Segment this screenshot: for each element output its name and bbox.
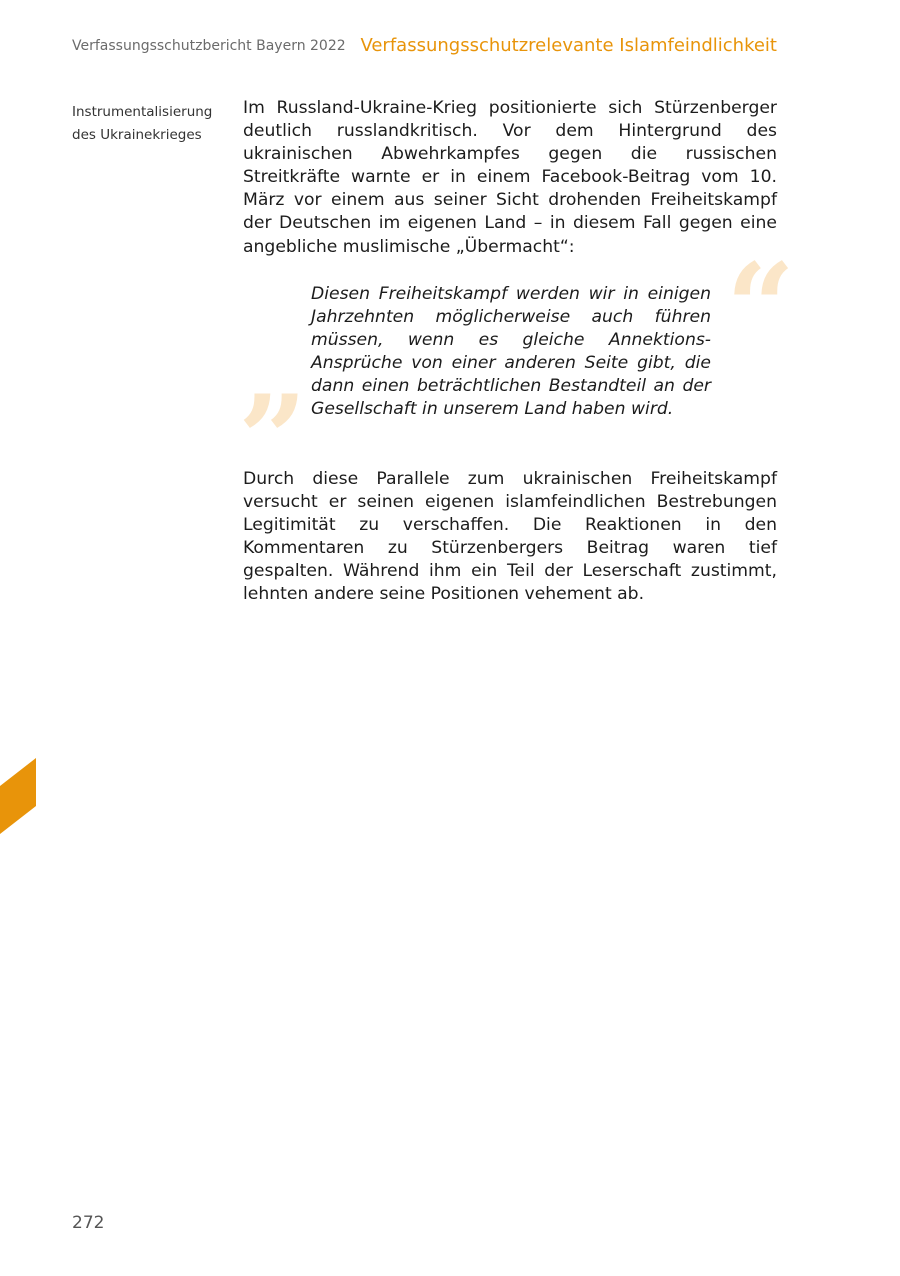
body-paragraph-2: Durch diese Parallele zum ukrainischen Freiheitskampf versucht er seinen eigenen islamfeindlichen Bestrebungen Legitimität zu verschaffen. Die Reaktionen in den Kommentaren zu Stürzenbergers Beitrag waren tief gespalten. Während ihm ein Teil der Leserschaft zustimmt, lehnten andere seine Positionen vehement ab. <box>243 469 777 605</box>
margin-note-line-2: des Ukrainekrieges <box>72 127 202 143</box>
closing-quote-mark-icon: ” <box>238 369 308 510</box>
body-paragraph-1: Im Russland-Ukraine-Krieg positionierte sich Stürzenberger deutlich russlandkritisch. Vor dem Hintergrund des ukrainischen Abwehrkampfes gegen die russischen Streitkräfte warnte er in einem Facebook-Beitrag vom 10. März vor einem aus seiner Sicht drohenden Freiheitskampf der Deutschen im eigenen Land – in diesem Fall gegen eine angebliche muslimische „Übermacht“: <box>243 98 777 257</box>
block-quote: Diesen Freiheitskampf werden wir in einigen Jahrzehnten möglicherweise auch führen müssen, wenn es gleiche Annektions-Ansprüche von einer anderen Seite gibt, die dann einen beträchtlichen Bestandteil an der Gesellschaft in unserem Land haben wird. <box>311 284 711 420</box>
report-title: Verfassungsschutzbericht Bayern 2022 <box>72 38 346 54</box>
margin-note-line-1: Instrumentalisierung <box>72 104 213 120</box>
margin-note <box>72 101 232 147</box>
page-edge-tab-icon <box>0 758 36 834</box>
opening-quote-mark-icon: “ <box>726 237 796 378</box>
page-number: 272 <box>72 1213 105 1233</box>
chapter-title: Verfassungsschutzrelevante Islamfeindlichkeit <box>360 35 777 56</box>
